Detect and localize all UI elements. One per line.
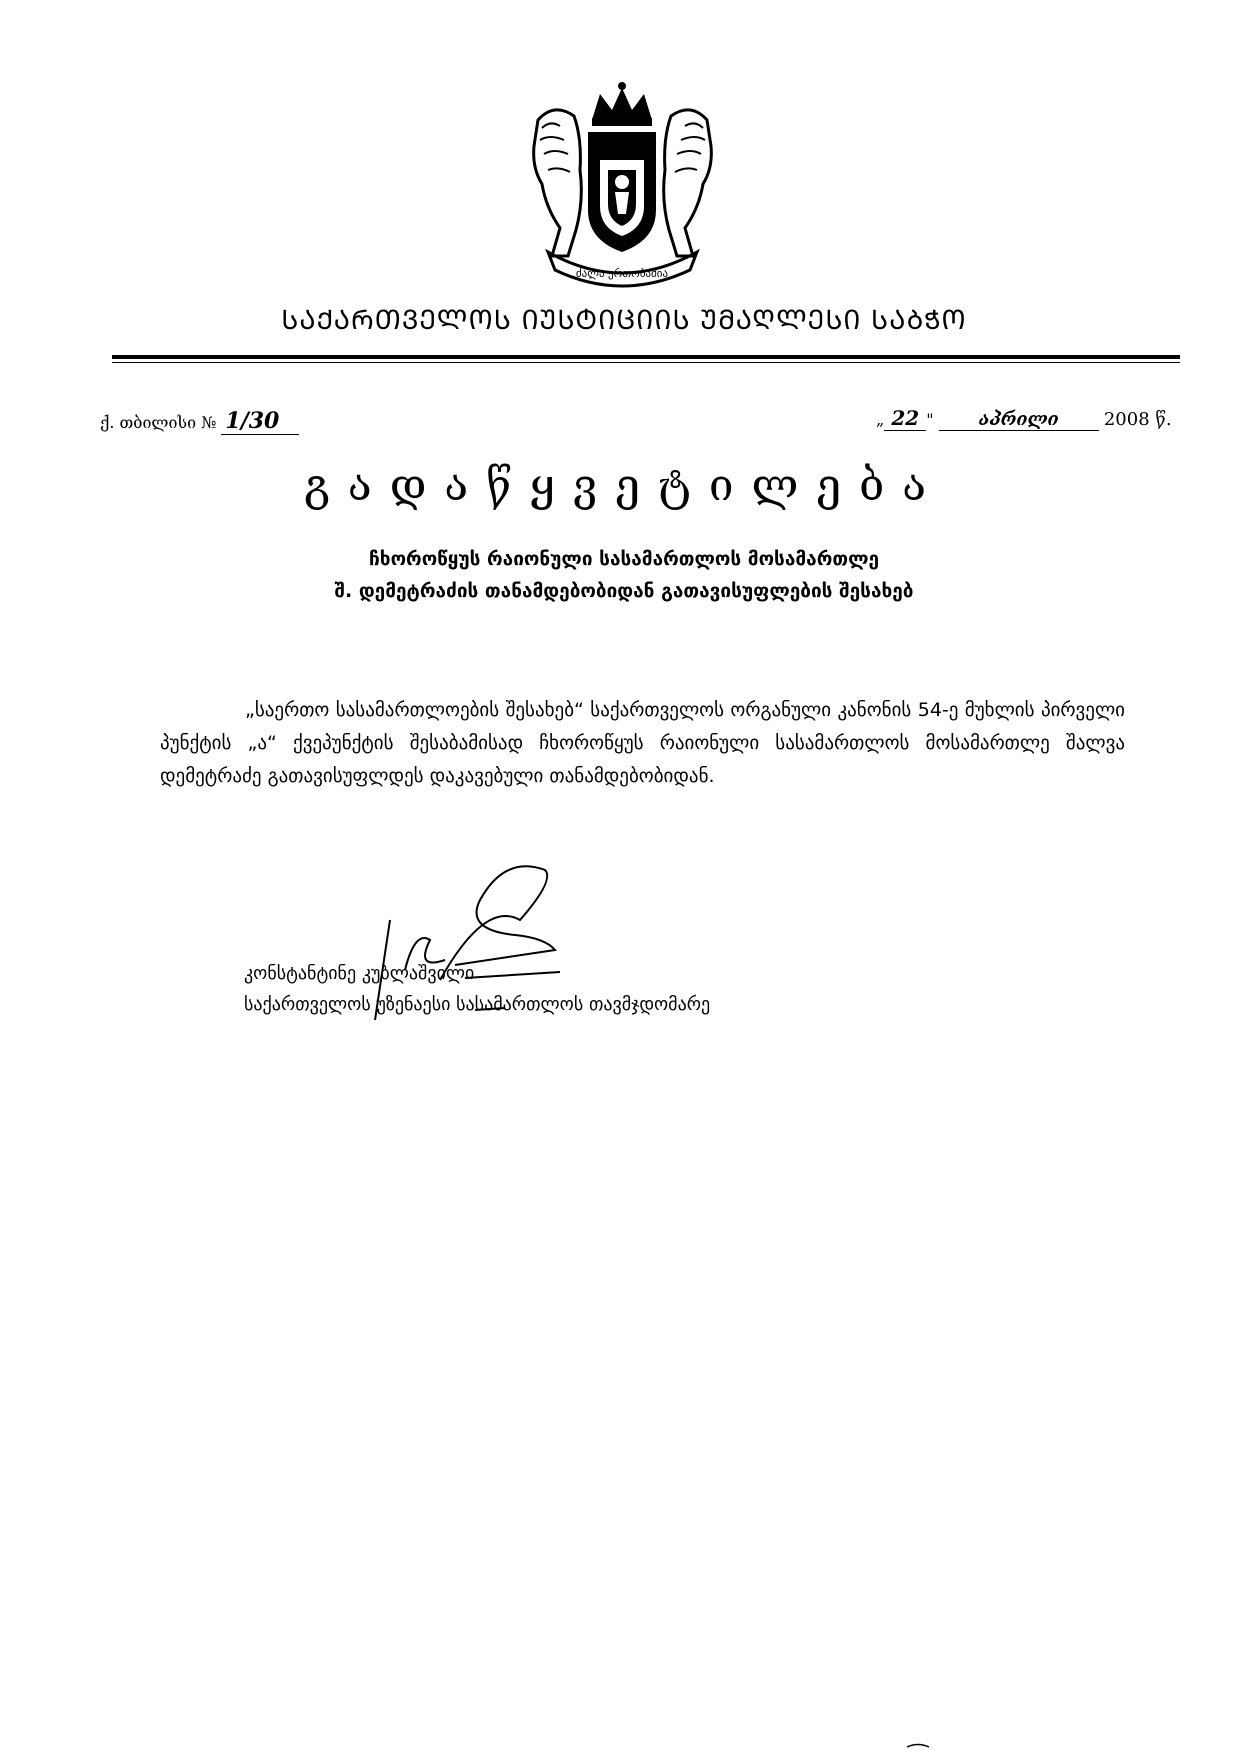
- document-type-title: გადაწყვეტილება: [303, 460, 944, 511]
- header-rule: [112, 355, 1180, 359]
- signer-name: კონსტანტინე კუბლაშვილი: [244, 963, 475, 984]
- date-close-quote: ": [926, 410, 934, 429]
- document-subject: [0, 543, 1248, 607]
- header-rule-thin: [112, 362, 1180, 363]
- signer-title: საქართველოს უზენაესი სასამართლოს თავმჯდომარე: [244, 994, 711, 1015]
- place-label: ქ. თბილისი №: [100, 413, 217, 432]
- place-number-line: [100, 408, 299, 435]
- date-open-quote: „: [876, 410, 885, 429]
- emblem-motto: ძალა ერთობაშია: [575, 267, 669, 280]
- coat-of-arms-icon: [520, 80, 725, 295]
- decree-body: „საერთო სასამართლოების შესახებ“ საქართველოს ორგანული კანონის 54-ე მუხლის პირველი პუნქტის „ა“ ქვეპუნქტის შესაბამისად ჩხოროწყუს რაიონული სასამართლოს მოსამართლე შალვა დემეტრაძე გათავისუფლდეს დაკავებული თანამდებობიდან.: [160, 699, 1125, 787]
- decree-number: 1/30: [221, 408, 299, 435]
- decree-date: [876, 406, 1172, 431]
- date-day: 22: [884, 406, 926, 431]
- date-year: 2008 წ.: [1103, 409, 1172, 430]
- date-month: აპრილი: [939, 409, 1099, 431]
- subject-line-1: ჩხოროწყუს რაიონული სასამართლოს მოსამართლე: [368, 548, 880, 570]
- subject-line-2: შ. დემეტრაძის თანამდებობიდან გათავისუფლების შესახებ: [334, 580, 914, 602]
- page-mark-icon: [905, 1742, 931, 1748]
- organization-title: ᲡᲐᲥᲐᲠᲗᲕᲔᲚᲝᲡ ᲘᲣᲡᲢᲘᲪᲘᲘᲡ ᲣᲛᲐᲦᲚᲔᲡᲘ ᲡᲐᲑᲭᲝ: [281, 305, 967, 336]
